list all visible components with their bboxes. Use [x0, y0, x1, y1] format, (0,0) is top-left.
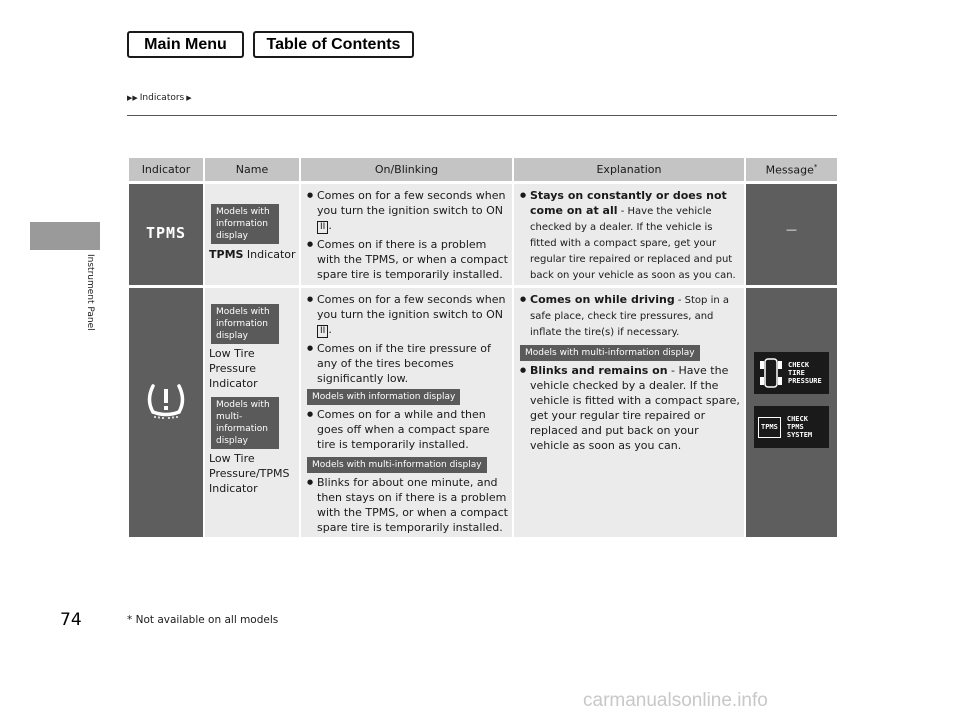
explanation-cell: [514, 181, 744, 285]
header-explanation: Explanation: [514, 158, 744, 181]
explanation-bold: Blinks and remains on: [530, 364, 668, 377]
breadcrumb: [127, 93, 192, 103]
header-on-blinking: On/Blinking: [301, 158, 512, 181]
header-message-label: Message: [765, 163, 814, 177]
header-divider: [127, 115, 837, 116]
header-message: [746, 158, 837, 181]
model-badge: Models with information display: [307, 389, 460, 405]
tpms-indicator-icon: TPMS: [145, 224, 187, 242]
car-tire-icon: [758, 355, 784, 391]
list-item: [520, 292, 740, 340]
message-cell: [746, 181, 837, 285]
footnote-mark: *: [813, 162, 818, 171]
breadcrumb-section[interactable]: Indicators: [139, 93, 185, 103]
header-indicator: Indicator: [129, 158, 203, 181]
on-text-end: .: [328, 219, 332, 232]
on-text: Comes on for a few seconds when you turn the ignition switch to ON: [317, 189, 506, 217]
sidebar-tab: [30, 222, 100, 250]
ignition-position-icon: II: [317, 221, 328, 234]
message-line: SYSTEM: [786, 431, 813, 439]
name-cell: [205, 285, 299, 537]
footnote: * Not available on all models: [127, 614, 279, 626]
explanation-text: - Stop in a safe place, check tire pressures, and inflate the tire(s) if necessary.: [530, 295, 729, 338]
table-of-contents-button[interactable]: Table of Contents: [253, 31, 414, 58]
explanation-cell: [514, 285, 744, 537]
indicator-name: Low Tire Pressure Indicator: [209, 347, 258, 390]
message-line: CHECK: [788, 361, 810, 369]
list-item: [307, 188, 508, 235]
table-row: [129, 285, 837, 537]
list-item: [307, 292, 508, 339]
on-blinking-cell: [301, 181, 512, 285]
tpms-icon: TPMS: [758, 417, 781, 438]
table-row: [129, 181, 837, 285]
message-line: PRESSURE: [788, 377, 822, 385]
triangle-right-icon: ▶: [186, 94, 192, 102]
list-item: ● Comes on if there is a problem with the TPMS, or when a compact spare tire is temporarily installed.: [307, 237, 508, 282]
explanation-bold: Stays on constantly or does not come on at all: [530, 189, 727, 217]
sidebar-section-label: Instrument Panel: [85, 254, 95, 331]
check-tire-pressure-message: [754, 352, 829, 394]
indicator-name: [209, 247, 299, 262]
indicator-name-rest: Indicator: [243, 248, 296, 261]
triangle-right-icon: ▶▶: [127, 94, 138, 102]
message-cell: [746, 285, 837, 537]
ignition-position-icon: II: [317, 325, 328, 338]
low-tire-pressure-icon: [144, 380, 188, 420]
indicator-cell: [129, 181, 203, 285]
model-badge: Models with information display: [211, 204, 279, 244]
check-tpms-system-message: [754, 406, 829, 448]
indicator-name-bold: TPMS: [209, 248, 244, 261]
header-name: Name: [205, 158, 299, 181]
model-badge: Models with multi-information display: [211, 397, 279, 449]
explanation-bold: Comes on while driving: [530, 293, 675, 306]
page-number: 74: [60, 610, 82, 630]
table-header-row: [129, 158, 837, 181]
explanation-text: - Have the vehicle checked by a dealer. If the vehicle is fitted with a compact spare, get your regular tire repaired or replaced and put back on your vehicle as soon as you can.: [530, 206, 736, 281]
list-item: [520, 188, 740, 283]
on-blinking-cell: [301, 285, 512, 537]
main-menu-button[interactable]: Main Menu: [127, 31, 244, 58]
list-item: ● Comes on if the tire pressure of any of the tires becomes significantly low.: [307, 341, 508, 386]
on-text: Comes on for a few seconds when you turn the ignition switch to ON: [317, 293, 506, 321]
list-item: ● Blinks for about one minute, and then stays on if there is a problem with the TPMS, or when a compact spare tire is temporarily installed.: [307, 475, 508, 535]
indicator-table: [127, 158, 839, 537]
name-cell: [205, 181, 299, 285]
model-badge: Models with multi-information display: [307, 457, 487, 473]
list-item: ● Comes on for a while and then goes off when a compact spare tire is temporarily installed.: [307, 407, 508, 452]
message-line: TPMS: [786, 423, 804, 431]
explanation-text: - Have the vehicle checked by a dealer. If the vehicle is fitted with a compact spare, get your regular tire repaired or replaced and put back on your vehicle as soon as you can.: [530, 364, 740, 452]
indicator-name: Low Tire Pressure/TPMS Indicator: [209, 452, 290, 495]
message-dash: —: [786, 223, 797, 236]
message-line: CHECK: [786, 415, 808, 423]
model-badge: Models with information display: [211, 304, 279, 344]
indicator-cell: [129, 285, 203, 537]
watermark: carmanualsonline.info: [583, 690, 768, 711]
list-item: [520, 363, 740, 453]
on-text-end: .: [328, 323, 332, 336]
message-line: TIRE: [788, 369, 805, 377]
model-badge: Models with multi-information display: [520, 345, 700, 361]
